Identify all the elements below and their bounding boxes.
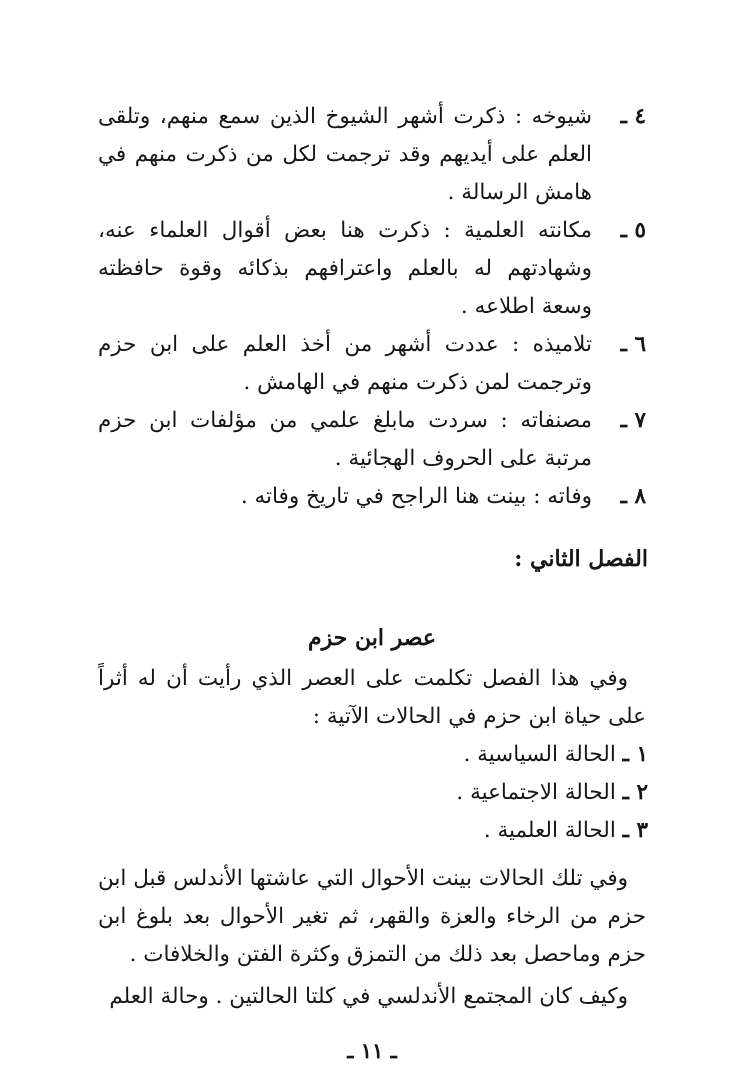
list-item [98,402,646,478]
item-text: الحالة العلمية . [483,818,623,843]
body-paragraph: وفي تلك الحالات بينت الأحوال التي عاشتها الأندلس قبل ابن حزم من الرخاء والعزة والقهر، ثم تغير الأحوال بعد بلوغ ابن حزم وماحصل بعد ذلك من التمزق وكثرة الفتن والخلافات . [98,866,646,967]
item-text: الحالة السياسية . [463,742,623,767]
conditions-list [456,736,648,850]
item-number: ٦ ـ [620,332,646,357]
item-body [98,98,592,212]
section-heading: عصر ابن حزم [307,625,436,651]
item-number: ٥ ـ [620,218,646,243]
list-item [98,98,646,212]
list-item [98,326,646,402]
list-item [98,212,646,326]
item-body [98,478,592,516]
item-text: بينت هنا الراجح في تاريخ وفاته . [240,484,534,509]
list-item [456,736,648,774]
item-text: الحالة الاجتماعية . [456,780,623,805]
item-label: تلاميذه : [512,332,592,357]
item-text: سردت مابلغ علمي من مؤلفات ابن حزم مرتبة على الحروف الهجائية . [98,408,592,471]
list-item [456,812,648,850]
item-text: ذكرت أشهر الشيوخ الذين سمع منهم، وتلقى العلم على أيديهم وقد ترجمت لكل من ذكرت منهم في هامش الرسالة . [98,104,592,205]
list-item [456,774,648,812]
chapter-heading: الفصل الثاني : [514,546,648,572]
item-label: شيوخه : [514,104,592,129]
item-number: ٧ ـ [620,408,646,433]
list-item [98,478,646,516]
item-label: مكانته العلمية : [443,218,592,243]
item-number: ٢ ـ [622,780,648,805]
item-label: وفاته : [533,484,592,509]
item-number: ٣ ـ [622,818,648,843]
item-label: مصنفاته : [500,408,592,433]
item-number: ٤ ـ [620,104,646,129]
item-body [98,326,592,402]
body-paragraph: وكيف كان المجتمع الأندلسي في كلتا الحالتين . وحالة العلم [109,984,628,1009]
item-text: عددت أشهر من أخذ العلم على ابن حزم وترجمت لمن ذكرت منهم في الهامش . [98,332,592,395]
item-number: ٨ ـ [620,484,646,509]
page-number: ـ ١١ ـ [347,1038,397,1063]
item-number: ١ ـ [622,742,648,767]
intro-paragraph: وفي هذا الفصل تكلمت على العصر الذي رأيت أن له أثراً على حياة ابن حزم في الحالات الآتية : [98,666,646,729]
item-text: ذكرت هنا بعض أقوال العلماء عنه، وشهادتهم له بالعلم واعترافهم بذكائه وقوة حافظته وسعة اطلاعه . [98,218,592,319]
item-body [98,212,592,326]
item-body [98,402,592,478]
